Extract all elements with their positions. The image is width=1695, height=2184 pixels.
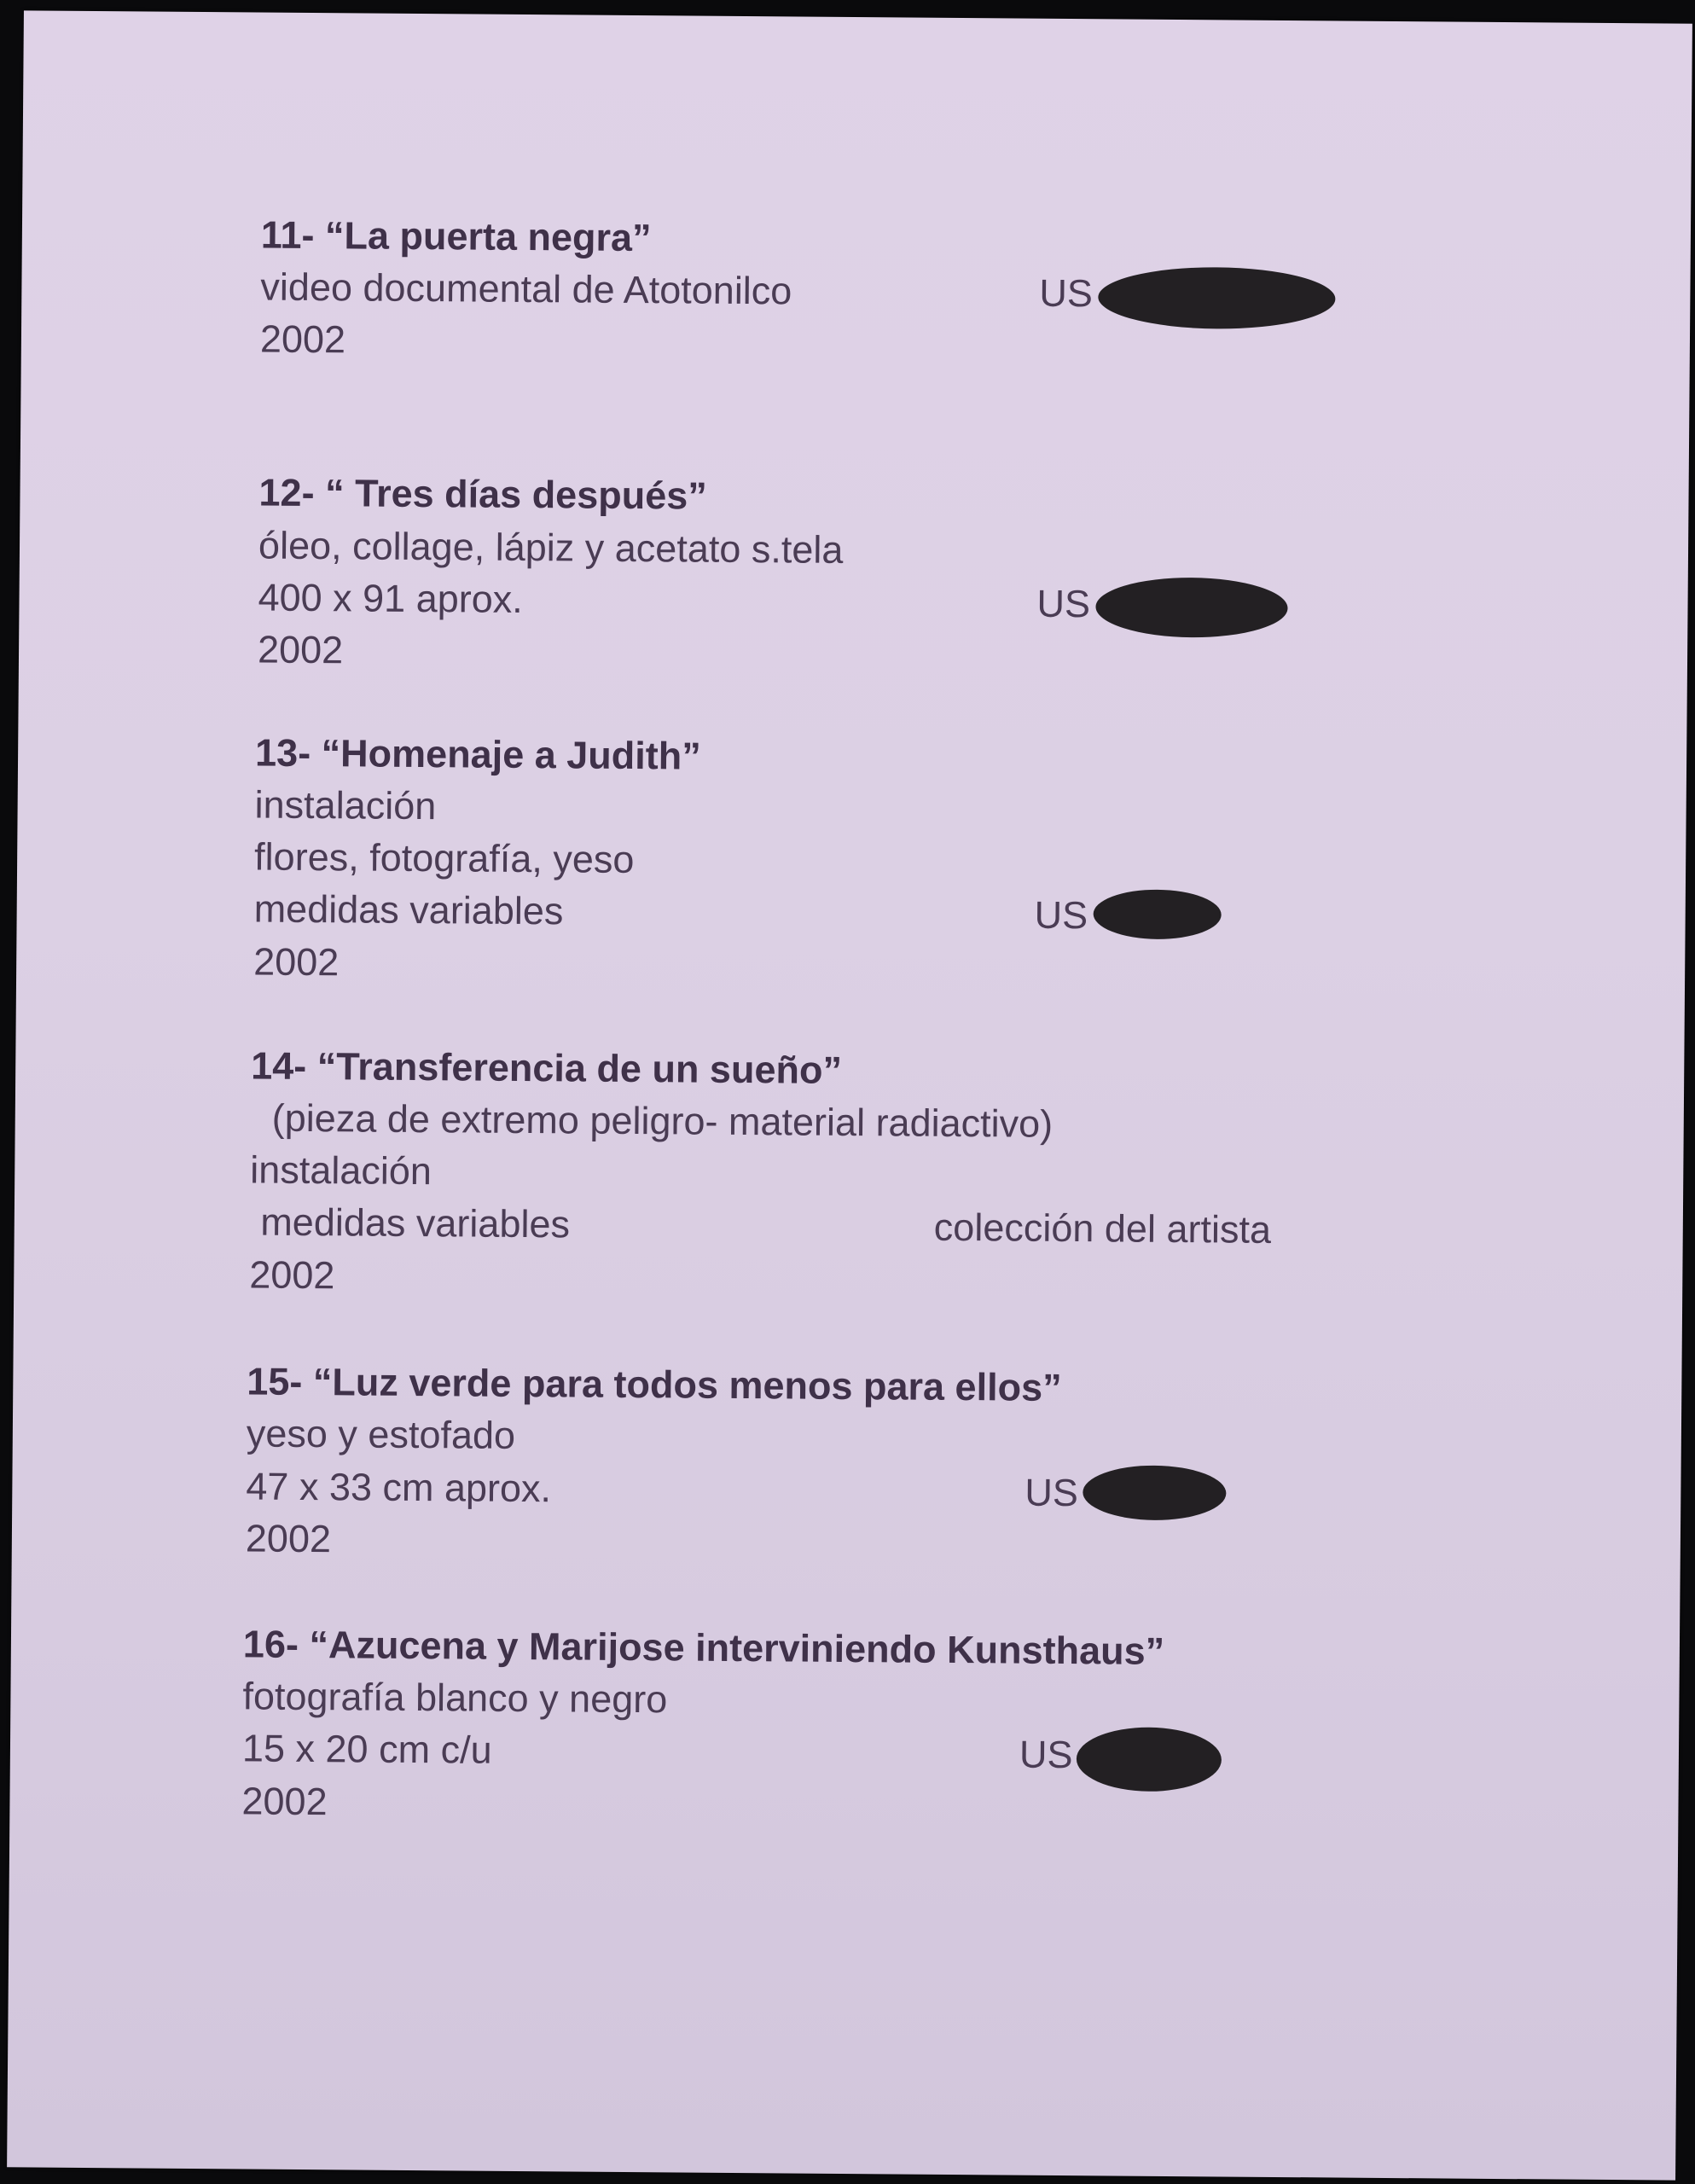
item-dimensions: 15 x 20 cm c/u <box>241 1726 492 1772</box>
item-materials: flores, fotografía, yeso <box>253 834 635 882</box>
item-year: 2002 <box>245 1516 332 1561</box>
item-dimensions: 47 x 33 cm aprox. <box>246 1464 552 1511</box>
item-title: 15- “Luz verde para todos menos para ellos” <box>247 1359 1062 1409</box>
item-title: 16- “Azucena y Marijose interviniendo Kunsthaus” <box>242 1622 1165 1673</box>
item-medium: óleo, collage, lápiz y acetato s.tela <box>258 523 844 572</box>
item-title: 11- “La puerta negra” <box>260 212 652 260</box>
item-medium: yeso y estofado <box>246 1411 516 1457</box>
item-year: 2002 <box>257 627 344 672</box>
price-redaction <box>1083 1465 1226 1520</box>
item-title: 12- “ Tres días después” <box>258 470 707 518</box>
item-year: 2002 <box>241 1779 328 1824</box>
price-label: US <box>1025 1470 1079 1515</box>
item-note: (pieza de extremo peligro- material radiactivo) <box>250 1095 1054 1146</box>
price-label: US <box>1019 1732 1073 1777</box>
item-type: instalación <box>254 782 437 828</box>
item-type: instalación <box>250 1147 432 1194</box>
item-year: 2002 <box>249 1252 335 1298</box>
price-redaction <box>1077 1727 1222 1792</box>
item-medium: video documental de Atotonilco <box>260 264 792 313</box>
item-dimensions: medidas variables <box>249 1199 571 1246</box>
item-dimensions: medidas variables <box>253 886 564 933</box>
price-redaction <box>1093 889 1221 939</box>
item-medium: fotografía blanco y negro <box>242 1674 668 1722</box>
price-redaction <box>1095 577 1288 638</box>
price-label: US <box>1036 581 1091 626</box>
item-title: 14- “Transferencia de un sueño” <box>251 1043 843 1092</box>
price-label: US <box>1034 892 1088 938</box>
paper-sheet <box>7 10 1692 2180</box>
item-title: 13- “Homenaje a Judith” <box>254 730 701 778</box>
price-redaction <box>1098 266 1336 329</box>
item-year: 2002 <box>259 317 346 362</box>
item-collection: colección del artista <box>933 1205 1272 1252</box>
item-year: 2002 <box>253 939 340 985</box>
price-label: US <box>1039 270 1094 316</box>
item-dimensions: 400 x 91 aprox. <box>258 575 523 621</box>
catalog-item-11 <box>24 10 1692 362</box>
